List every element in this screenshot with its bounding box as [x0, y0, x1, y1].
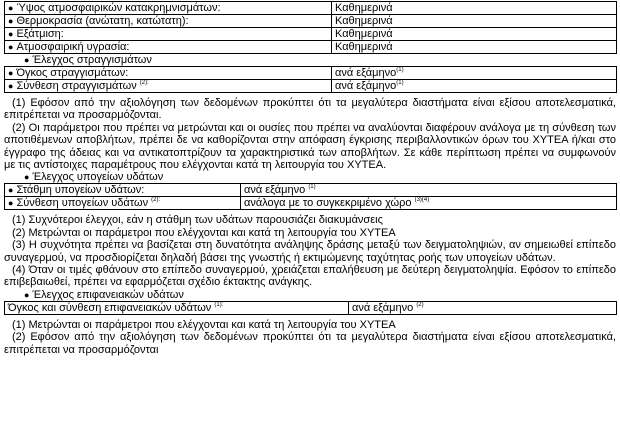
- freq-cell: ανά εξάμηνο$^{(1)}$: [332, 80, 617, 93]
- table-row: [5, 28, 617, 41]
- table-row: [5, 41, 617, 54]
- table-row: [5, 2, 617, 15]
- footnote: (4) Όταν οι τιμές φθάνουν στο επίπεδο συναγερμού, χρειάζεται επαλήθευση με δεύτερη δειγματοληψία. Εφόσον το επίπεδο επιβεβαιωθεί, πρέπει να εφαρμόζεται σχέδιο έκτακτης ανάγκης.: [4, 264, 616, 289]
- param-cell: ● Στάθμη υπογείων υδάτων:: [5, 184, 241, 197]
- bullet-icon: ●: [24, 55, 30, 65]
- footnote: (2) Εφόσον από την αξιολόγηση των δεδομένων προκύπτει ότι τα μεγαλύτερα διαστήματα είναι εξίσου αποτελεσματικά, επιτρέπεται να προσαρμόζονται: [4, 331, 616, 356]
- section-heading-leachate: ● Έλεγχος στραγγισμάτων: [24, 54, 152, 66]
- bullet-icon: ●: [8, 81, 14, 91]
- param-cell: ● Σύνθεση υπογείων υδάτων $^{(2):}$: [5, 197, 241, 210]
- param-cell: ● Ύψος ατμοσφαιρικών κατακρημνισμάτων:: [5, 2, 332, 15]
- bullet-icon: ●: [24, 289, 30, 300]
- section-heading-surface: ● Έλεγχος επιφανειακών υδάτων: [24, 288, 184, 301]
- footnote: (1) Μετρώνται οι παράμετροι που ελέγχονται και κατά τη λειτουργία του ΧΥΤΕΑ: [12, 318, 396, 331]
- freq-cell: Καθημερινά: [332, 41, 617, 54]
- param-cell: Όγκος και σύνθεση επιφανειακών υδάτων $^{(1):}$: [5, 301, 349, 314]
- freq-cell: Καθημερινά: [332, 2, 617, 15]
- param-cell: ● Όγκος στραγγισμάτων:: [5, 67, 332, 80]
- freq-cell: ανά εξάμηνο $^{(2)}$: [349, 301, 617, 314]
- freq-cell: ανά εξάμηνο $^{(1)}$: [241, 184, 617, 197]
- footnote: (2) Οι παράμετροι που πρέπει να μετρώνται και οι ουσίες που πρέπει να αναλύονται διαφέρουν ανάλογα με τη σύνθεση των αποτιθέμενων αποβλήτων, πρέπει δε να καθορίζονται στην απόφαση έγκρισης περιβαλλοντικών όρων του ΧΥΤΕΑ ή/και στο έγγραφο της άδειας και να αντικατοπτρίζουν τα χαρακτηριστικά των αποβλήτων. Σε κάθε περίπτωση πρέπει να συμφωνούν με τις αντίστοιχες παραμέτρους που ελέγχονται κατά τη λειτουργία του ΧΥΤΕΑ.: [4, 121, 616, 172]
- bullet-icon: ●: [8, 29, 14, 39]
- table-row: [5, 301, 617, 314]
- freq-cell: ανάλογα με το συγκεκριμένο χώρο $^{(3)(4)}$: [241, 197, 617, 210]
- weather-table: [4, 1, 617, 54]
- bullet-icon: ●: [8, 16, 14, 26]
- bullet-icon: ●: [8, 68, 14, 78]
- groundwater-table: [4, 183, 617, 210]
- footnote: (1) Συχνότεροι έλεγχοι, εάν η στάθμη των υδάτων παρουσιάζει διακυμάνσεις: [12, 214, 383, 227]
- bullet-icon: ●: [8, 198, 14, 209]
- footnote: (2) Μετρώνται οι παράμετροι που ελέγχονται και κατά τη λειτουργία του ΧΥΤΕΑ: [12, 226, 396, 239]
- bullet-icon: ●: [24, 172, 30, 183]
- param-cell: ● Θερμοκρασία (ανώτατη, κατώτατη):: [5, 15, 332, 28]
- freq-cell: Καθημερινά: [332, 28, 617, 41]
- leachate-table: [4, 66, 617, 93]
- table-row: [5, 67, 617, 80]
- surface-table: [4, 301, 617, 315]
- footnote: (1) Εφόσον από την αξιολόγηση των δεδομένων προκύπτει ότι τα μεγαλύτερα διαστήματα είναι εξίσου αποτελεσματικά, επιτρέπεται να προσαρμόζονται.: [4, 97, 616, 122]
- document-page: [4, 1, 616, 356]
- table-row: [5, 184, 617, 197]
- param-cell: ● Ατμοσφαιρική υγρασία:: [5, 41, 332, 54]
- bullet-icon: ●: [8, 185, 14, 196]
- freq-cell: ανά εξάμηνο$^{(1)}$: [332, 67, 617, 80]
- param-cell: ● Σύνθεση στραγγισμάτων $^{(2):}$: [5, 80, 332, 93]
- freq-cell: Καθημερινά: [332, 15, 617, 28]
- bullet-icon: ●: [8, 42, 14, 52]
- table-row: [5, 15, 617, 28]
- section-heading-groundwater: ● Έλεγχος υπογείων υδάτων: [24, 171, 164, 184]
- table-row: [5, 197, 617, 210]
- param-cell: ● Εξάτμιση:: [5, 28, 332, 41]
- table-row: [5, 80, 617, 93]
- bullet-icon: ●: [8, 3, 14, 13]
- footnote: (3) Η συχνότητα πρέπει να βασίζεται στη δυνατότητα ανάληψης δράσης μεταξύ των δειγματοληψιών, αν σημειωθεί επίπεδο συναγερμού, να προσδιορίζεται δηλαδή βάσει της γνωστής ή εκτιμώμενης ταχύτητας ροής των υπογείων υδάτων.: [4, 239, 616, 264]
